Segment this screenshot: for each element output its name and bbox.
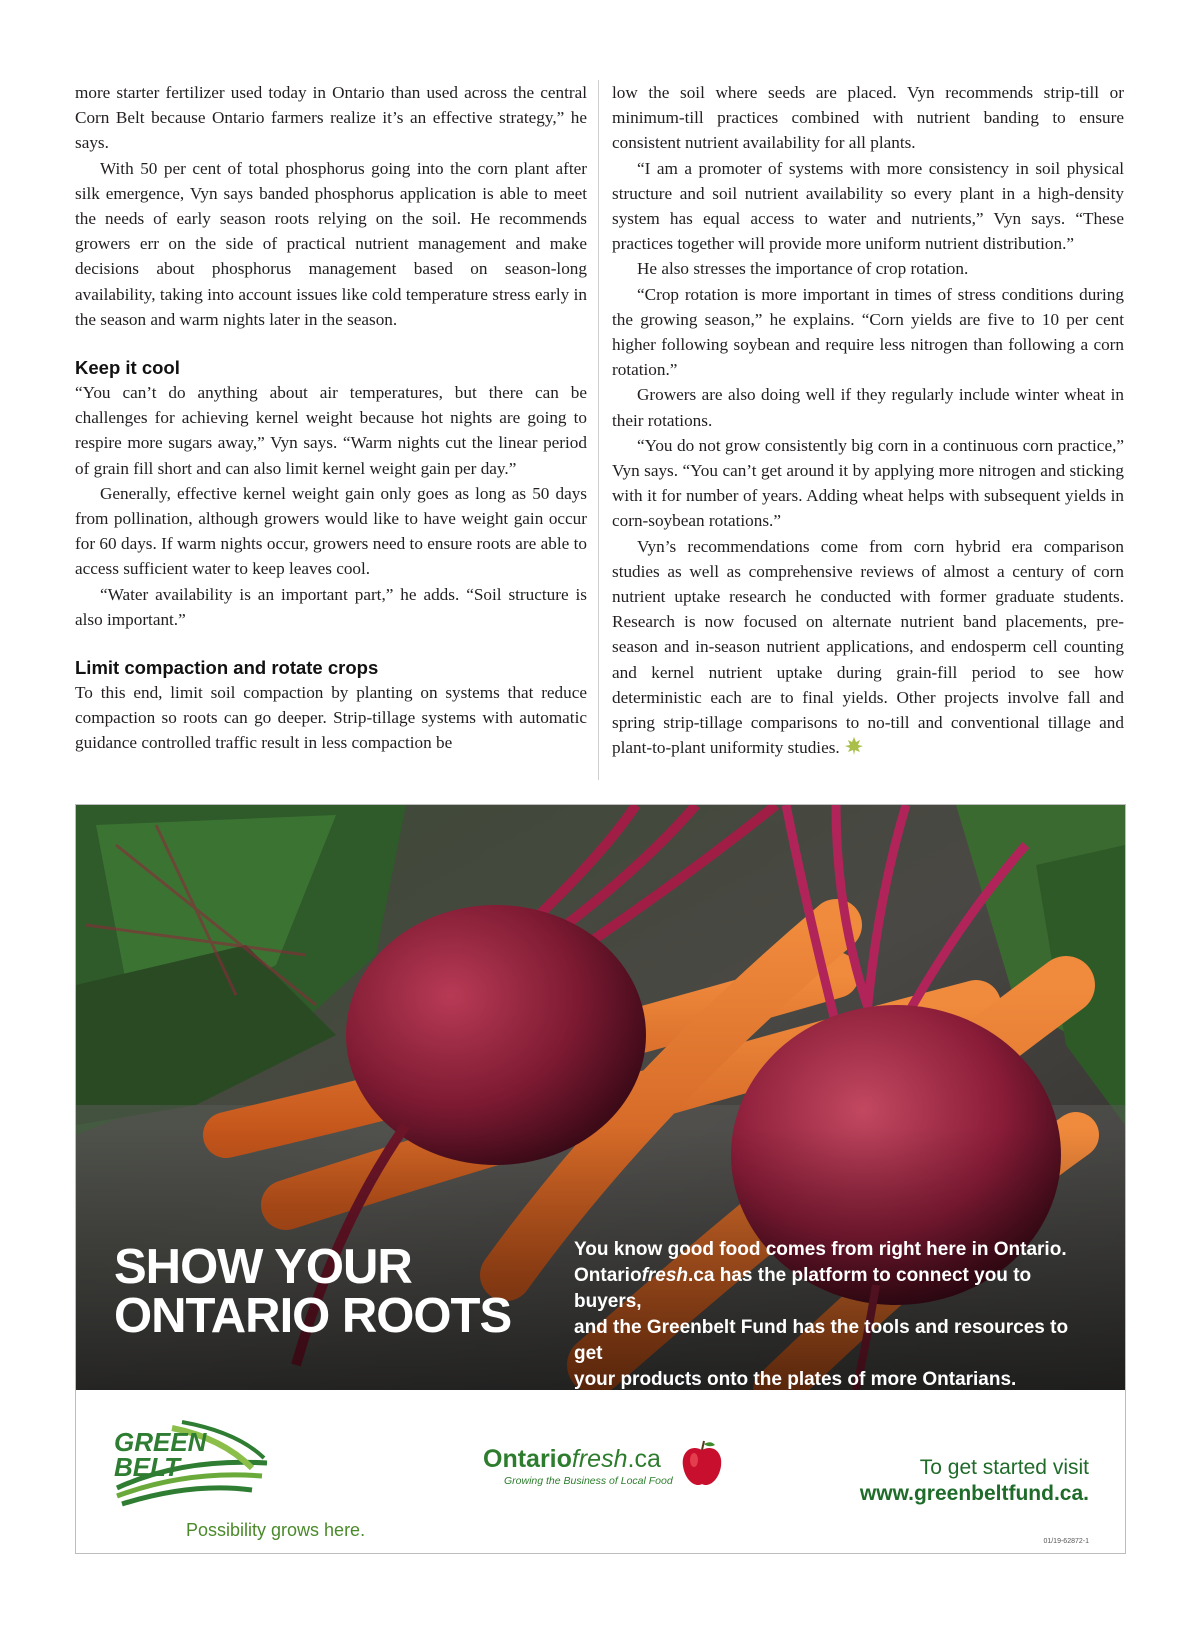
- paragraph: Growers are also doing well if they regularly include winter wheat in their rotations.: [612, 385, 1124, 430]
- paragraph: With 50 per cent of total phosphorus going into the corn plant after silk emergence, Vyn says banded phosphorus application is able to meet the needs of early season roots relying on the soil. He recommends growers err on the side of practical nutrient management and make decisions about phosphorus management based on season-long availability, taking into account issues like cold temperature stress early in the season and warm nights later in the season.: [75, 158, 587, 329]
- article-column-right: [612, 80, 1124, 760]
- ad-copy-line: Ontariofresh.ca has the platform to connect you to buyers,: [574, 1265, 1032, 1312]
- greenbelt-tagline: Possibility grows here.: [186, 1520, 366, 1540]
- call-to-action: [860, 1455, 1089, 1507]
- ad-copy-line: and the Greenbelt Fund has the tools and resources to get: [574, 1317, 1069, 1364]
- paragraph: “You do not grow consistently big corn in a continuous corn practice,” Vyn says. “You can’t get around it by applying more nitrogen and sticking with it for number of years. Adding wheat helps with subsequent yields in corn-soybean rotations.”: [612, 435, 1124, 531]
- ad-copy-line: You know good food comes from right here in Ontario.: [574, 1239, 1067, 1260]
- ad-copy-line: your products onto the plates of more Ontarians.: [574, 1369, 1017, 1390]
- paragraph: To this end, limit soil compaction by planting on systems that reduce compaction so roots can go deeper. Strip-tillage systems with automatic guidance controlled traffic result in less compaction be: [75, 683, 587, 753]
- paragraph: “I am a promoter of systems with more consistency in soil physical structure and soil nutrient availability so every plant in a high-density system has equal access to water and nutrients,” Vyn says. “These practices together will provide more uniform nutrient distribution.”: [612, 158, 1124, 254]
- svg-text:GREEN: GREEN: [114, 1427, 207, 1457]
- ad-body-copy: [574, 1237, 1094, 1390]
- paragraph: more starter fertilizer used today in Ontario than used across the central Corn Belt because Ontario farmers realize it’s an effective strategy,” he says.: [75, 83, 587, 153]
- ad-headline: [114, 1240, 512, 1343]
- headline-line: SHOW YOUR: [114, 1240, 412, 1294]
- greenbelt-logo: [112, 1418, 272, 1508]
- ad-footer: [76, 1390, 1125, 1553]
- ontariofresh-wordmark: Ontariofresh.ca: [483, 1445, 661, 1473]
- apple-icon: [681, 1440, 723, 1488]
- greenbelt-advertisement: [75, 804, 1126, 1554]
- greenbeltfund-link[interactable]: www.greenbeltfund.ca.: [859, 1482, 1089, 1505]
- section-heading-keep-it-cool: Keep it cool: [75, 357, 180, 379]
- column-divider: [598, 80, 599, 780]
- ontariofresh-logo: [483, 1445, 673, 1487]
- paragraph: “Water availability is an important part,” he adds. “Soil structure is also important.”: [75, 584, 587, 629]
- cta-text: To get started visit: [919, 1456, 1089, 1479]
- paragraph: Generally, effective kernel weight gain only goes as long as 50 days from pollination, although growers would like to have weight gain occur for 60 days. If warm nights occur, growers need to ensure roots are able to access sufficient water to keep leaves cool.: [75, 483, 587, 579]
- paragraph: “You can’t do anything about air temperatures, but there can be challenges for achieving kernel weight because hot nights are going to respire more sugars away,” Vyn says. “Warm nights cut the linear period of grain fill short and can also limit kernel weight gain per day.”: [75, 383, 587, 478]
- paragraph-text: Vyn’s recommendations come from corn hybrid era comparison studies as well as comprehensive reviews of almost a century of corn nutrient uptake research he conducted with former graduate students. Research is now focused on alternate nutrient band placements, pre-season and in-season nutrient applications, and endosperm cell counting and kernel nutrient uptake during grain-fill period to see how deterministic each are to final yields. Other projects involve fall and spring strip-tillage comparisons to no-till and conventional tillage and plant-to-plant uniformity studies.: [612, 536, 1124, 758]
- beets-and-carrots-photo: [76, 805, 1125, 1390]
- headline-line: ONTARIO ROOTS: [114, 1289, 512, 1343]
- article-column-left: [75, 80, 587, 756]
- ad-code: 01/19-62872-1: [1043, 1538, 1089, 1545]
- maple-leaf-end-icon: [844, 736, 864, 756]
- ontariofresh-tagline: Growing the Business of Local Food: [504, 1475, 673, 1487]
- paragraph-final: [612, 534, 1124, 761]
- paragraph: “Crop rotation is more important in times of stress conditions during the growing season,” he explains. “Corn yields are five to 10 per cent higher following soybean and require less nitrogen than following a corn rotation.”: [612, 284, 1124, 380]
- paragraph: He also stresses the importance of crop rotation.: [637, 259, 969, 279]
- section-heading-limit-compaction: Limit compaction and rotate crops: [75, 657, 379, 679]
- svg-text:BELT: BELT: [114, 1452, 180, 1482]
- paragraph: low the soil where seeds are placed. Vyn recommends strip-till or minimum-till practices combined with nutrient banding to ensure consistent nutrient availability for all plants.: [612, 83, 1124, 153]
